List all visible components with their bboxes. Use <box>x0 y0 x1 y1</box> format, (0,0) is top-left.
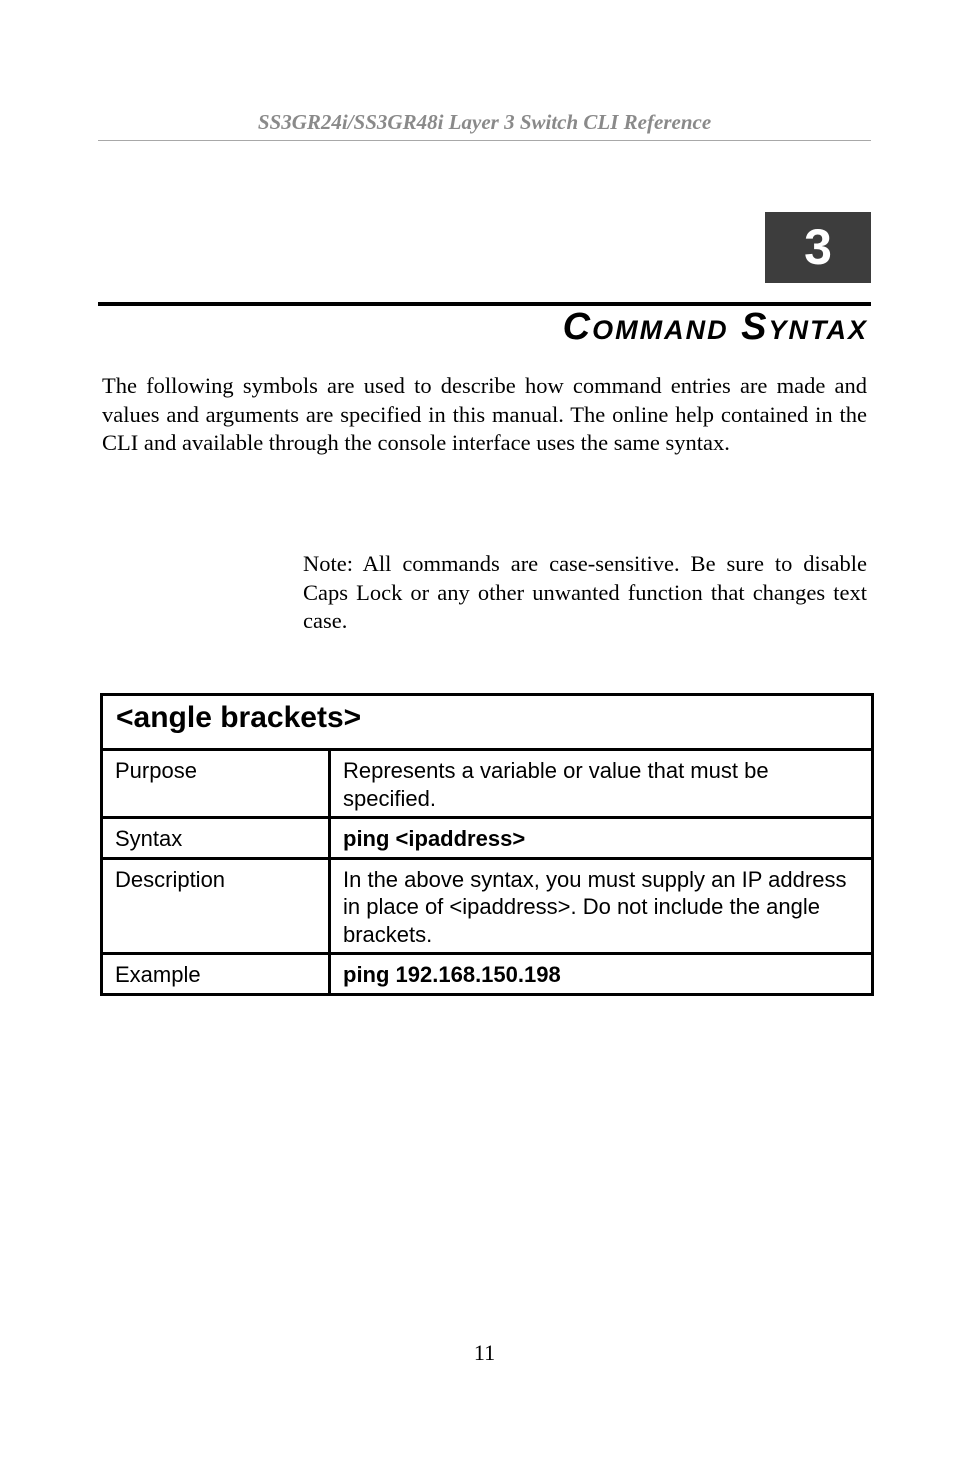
row-value-description: In the above syntax, you must supply an IP address in place of <ipaddress>. Do not include the angle brackets. <box>330 858 873 954</box>
table-row <box>102 954 873 995</box>
row-label-syntax: Syntax <box>102 818 330 859</box>
row-value-purpose: Represents a variable or value that must be specified. <box>330 750 873 818</box>
row-value-syntax: ping <ipaddress> <box>330 818 873 859</box>
page-number: 11 <box>473 1340 496 1365</box>
chapter-number-badge: 3 <box>765 212 871 283</box>
table-row <box>102 818 873 859</box>
syntax-table <box>100 693 874 996</box>
chapter-title: Command Syntax <box>562 306 868 348</box>
row-label-example: Example <box>102 954 330 995</box>
row-value-example: ping 192.168.150.198 <box>330 954 873 995</box>
table-header-row <box>102 695 873 750</box>
table-heading: <angle brackets> <box>102 695 873 750</box>
header-divider <box>98 140 871 141</box>
table-row <box>102 858 873 954</box>
row-label-purpose: Purpose <box>102 750 330 818</box>
note-paragraph: Note: All commands are case-sensitive. Be sure to disable Caps Lock or any other unwanted function that changes text case. <box>303 551 867 634</box>
row-label-description: Description <box>102 858 330 954</box>
intro-paragraph: The following symbols are used to describe how command entries are made and values and arguments are specified in this manual. The online help contained in the CLI and available through the console interface uses the same syntax. <box>102 373 867 456</box>
table-row <box>102 750 873 818</box>
running-header: SS3GR24i/SS3GR48i Layer 3 Switch CLI Reference <box>257 110 712 134</box>
